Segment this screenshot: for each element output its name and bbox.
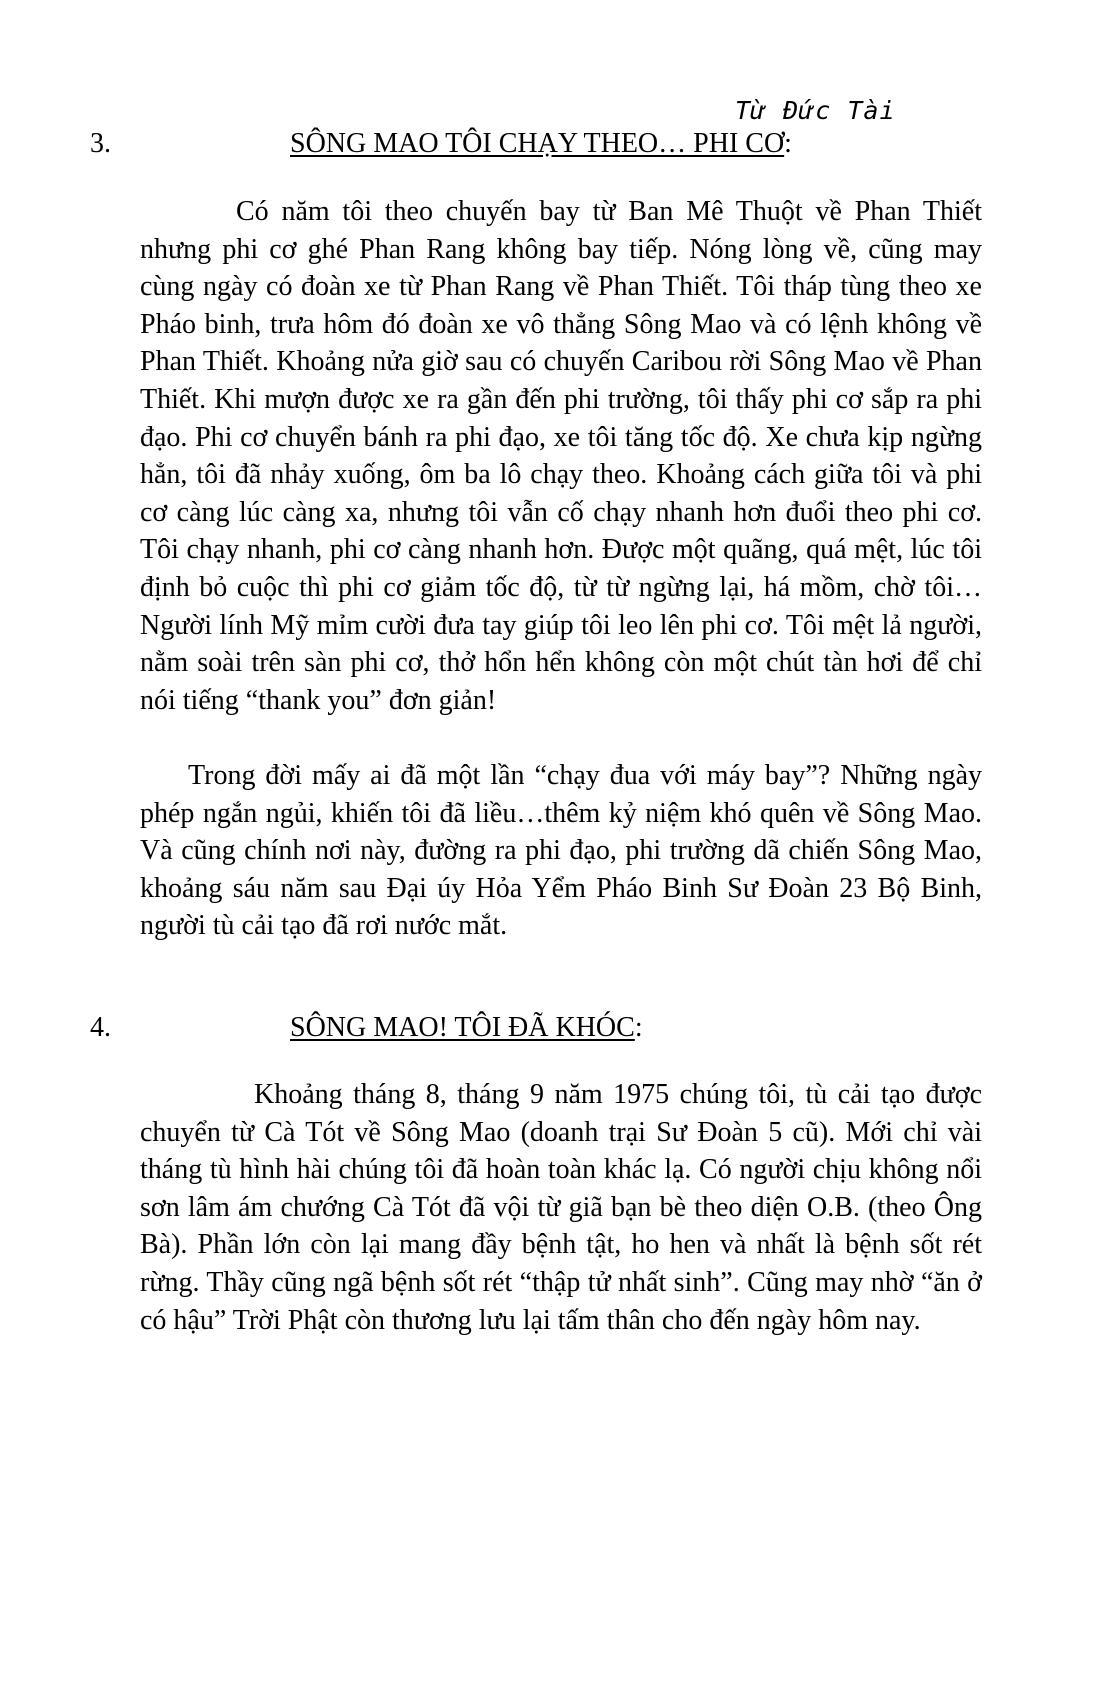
section-3-paragraph-1: Có năm tôi theo chuyến bay từ Ban Mê Thuột về Phan Thiết nhưng phi cơ ghé Phan Rang không bay tiếp. Nóng lòng về, cũng may cùng ngày có đoàn xe từ Phan Rang về Phan Thiết. Tôi tháp tùng theo xe Pháo binh, trưa hôm đó đoàn xe vô thẳng Sông Mao và có lệnh không về Phan Thiết. Khoảng nửa giờ sau có chuyến Caribou rời Sông Mao về Phan Thiết. Khi mượn được xe ra gần đến phi trường, tôi thấy phi cơ sắp ra phi đạo. Phi cơ chuyển bánh ra phi đạo, xe tôi tăng tốc độ. Xe chưa kịp ngừng hẳn, tôi đã nhảy xuống, ôm ba lô chạy theo. Khoảng cách giữa tôi và phi cơ càng lúc càng xa, nhưng tôi vẫn cố chạy nhanh hơn đuổi theo phi cơ. Tôi chạy nhanh, phi cơ càng nhanh hơn. Được một quãng, quá mệt, lúc tôi định bỏ cuộc thì phi cơ giảm tốc độ, từ từ ngừng lại, há mồm, chờ tôi…Người lính Mỹ mỉm cười đưa tay giúp tôi leo lên phi cơ. Tôi mệt lả người, nằm soài trên sàn phi cơ, thở hổn hển không còn một chút tàn hơi để chỉ nói tiếng “thank you” đơn giản! bbox=[140, 196, 982, 716]
section-3-title-text: SÔNG MAO TÔI CHẠY THEO… PHI CƠ bbox=[290, 128, 785, 159]
section-4-title-colon: : bbox=[634, 1012, 643, 1043]
section-4-title-text: SÔNG MAO! TÔI ĐÃ KHÓC bbox=[290, 1012, 635, 1043]
section-4-paragraph-1: Khoảng tháng 8, tháng 9 năm 1975 chúng tôi, tù cải tạo được chuyển từ Cà Tót về Sông Mao (doanh trại Sư Đoàn 5 cũ). Mới chỉ vài tháng tù hình hài chúng tôi đã hoàn toàn khác lạ. Có người chịu không nổi sơn lâm ám chướng Cà Tót đã vội từ giã bạn bè theo diện O.B. (theo Ông Bà). Phần lớn còn lại mang đầy bệnh tật, ho hen và nhất là bệnh sốt rét rừng. Thầy cũng ngã bệnh sốt rét “thập tử nhất sinh”. Cũng may nhờ “ăn ở có hậu” Trời Phật còn thương lưu lại tấm thân cho đến ngày hôm nay. bbox=[140, 1079, 982, 1336]
section-4-heading bbox=[90, 1012, 980, 1052]
author-name: Từ Đức Tài bbox=[735, 96, 896, 125]
section-4-number: 4. bbox=[90, 1012, 111, 1043]
section-3-number: 3. bbox=[90, 128, 111, 159]
section-3-title bbox=[290, 128, 792, 160]
section-3-paragraph-2: Trong đời mấy ai đã một lần “chạy đua với máy bay”? Những ngày phép ngắn ngủi, khiến tôi đã liều…thêm kỷ niệm khó quên về Sông Mao. Và cũng chính nơi này, đường ra phi đạo, phi trường dã chiến Sông Mao, khoảng sáu năm sau Đại úy Hỏa Yểm Pháo Binh Sư Đoàn 23 Bộ Binh, người tù cải tạo đã rơi nước mắt. bbox=[140, 760, 982, 942]
section-3-title-colon: : bbox=[784, 128, 792, 159]
section-3-heading bbox=[90, 128, 980, 168]
section-4-title bbox=[290, 1012, 643, 1044]
